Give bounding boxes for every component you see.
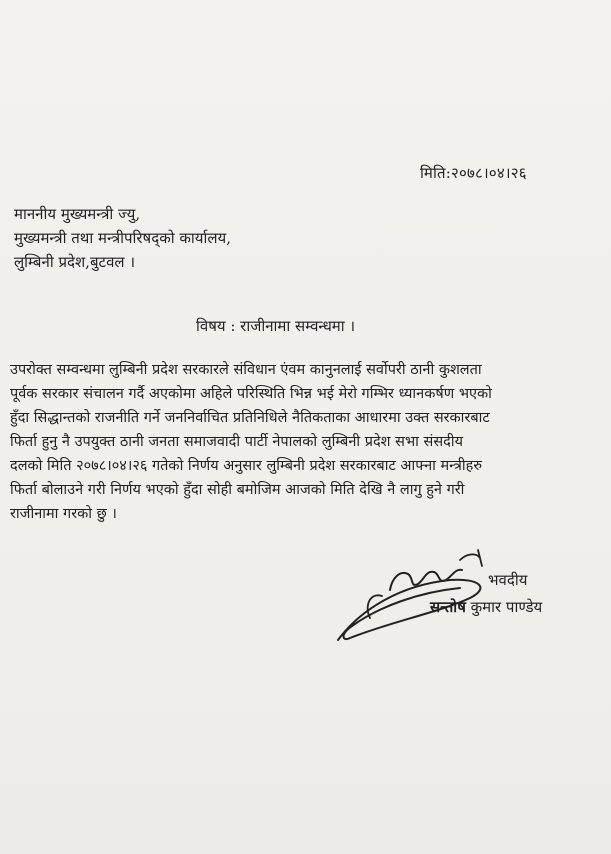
- recipient-line-2: मुख्यमन्त्री तथा मन्त्रीपरिषद्को कार्यालय,: [14, 229, 231, 247]
- recipient-line-3: लुम्बिनी प्रदेश,बुटवल ।: [14, 253, 136, 271]
- body-line: हुँदा सिद्धान्तको राजनीति गर्ने जननिर्वाचित प्रतिनिधिले नैतिकताका आधारमा उक्त सरकारबाट: [10, 410, 490, 426]
- signer-first-name: सन्तोष: [430, 598, 466, 616]
- body-line: पूर्वक सरकार संचालन गर्दै अएकोमा अहिले परिस्थिति भिन्न भई मेरो गम्भिर ध्यानकर्षण भएको: [10, 386, 492, 402]
- handwritten-signature: [330, 540, 500, 650]
- body-line: राजीनामा गरको छु ।: [10, 506, 117, 522]
- signer-rest-name: कुमार पाण्डेय: [465, 598, 543, 616]
- recipient-line-1: माननीय मुख्यमन्त्री ज्यु,: [14, 205, 141, 223]
- body-line: फिर्ता बोलाउने गरी निर्णय भएको हुँदा सोही बमोजिम आजको मिति देखि नै लागु हुने गरी: [10, 482, 465, 498]
- letter-body: [10, 358, 582, 526]
- body-line: फिर्ता हुनु नै उपयुक्त ठानी जनता समाजवादी पार्टी नेपालको लुम्बिनी प्रदेश सभा संसदीय: [10, 434, 463, 450]
- body-line: दलको मिति २०७८।०४।२६ गतेको निर्णय अनुसार लुम्बिनी प्रदेश सरकारबाट आफ्ना मन्त्रीहरु: [10, 458, 482, 474]
- body-line: उपरोक्त सम्वन्धमा लुम्बिनी प्रदेश सरकारले संविधान एंवम कानुनलाई सर्वोपरी ठानी कुशलता: [10, 362, 482, 378]
- letter-subject: विषय : राजीनामा सम्वन्धमा ।: [196, 317, 356, 335]
- signer-name: [430, 597, 542, 617]
- letter-date: मिति:२०७८।०४।२६: [420, 164, 527, 182]
- closing-phrase: भवदीय: [488, 571, 528, 589]
